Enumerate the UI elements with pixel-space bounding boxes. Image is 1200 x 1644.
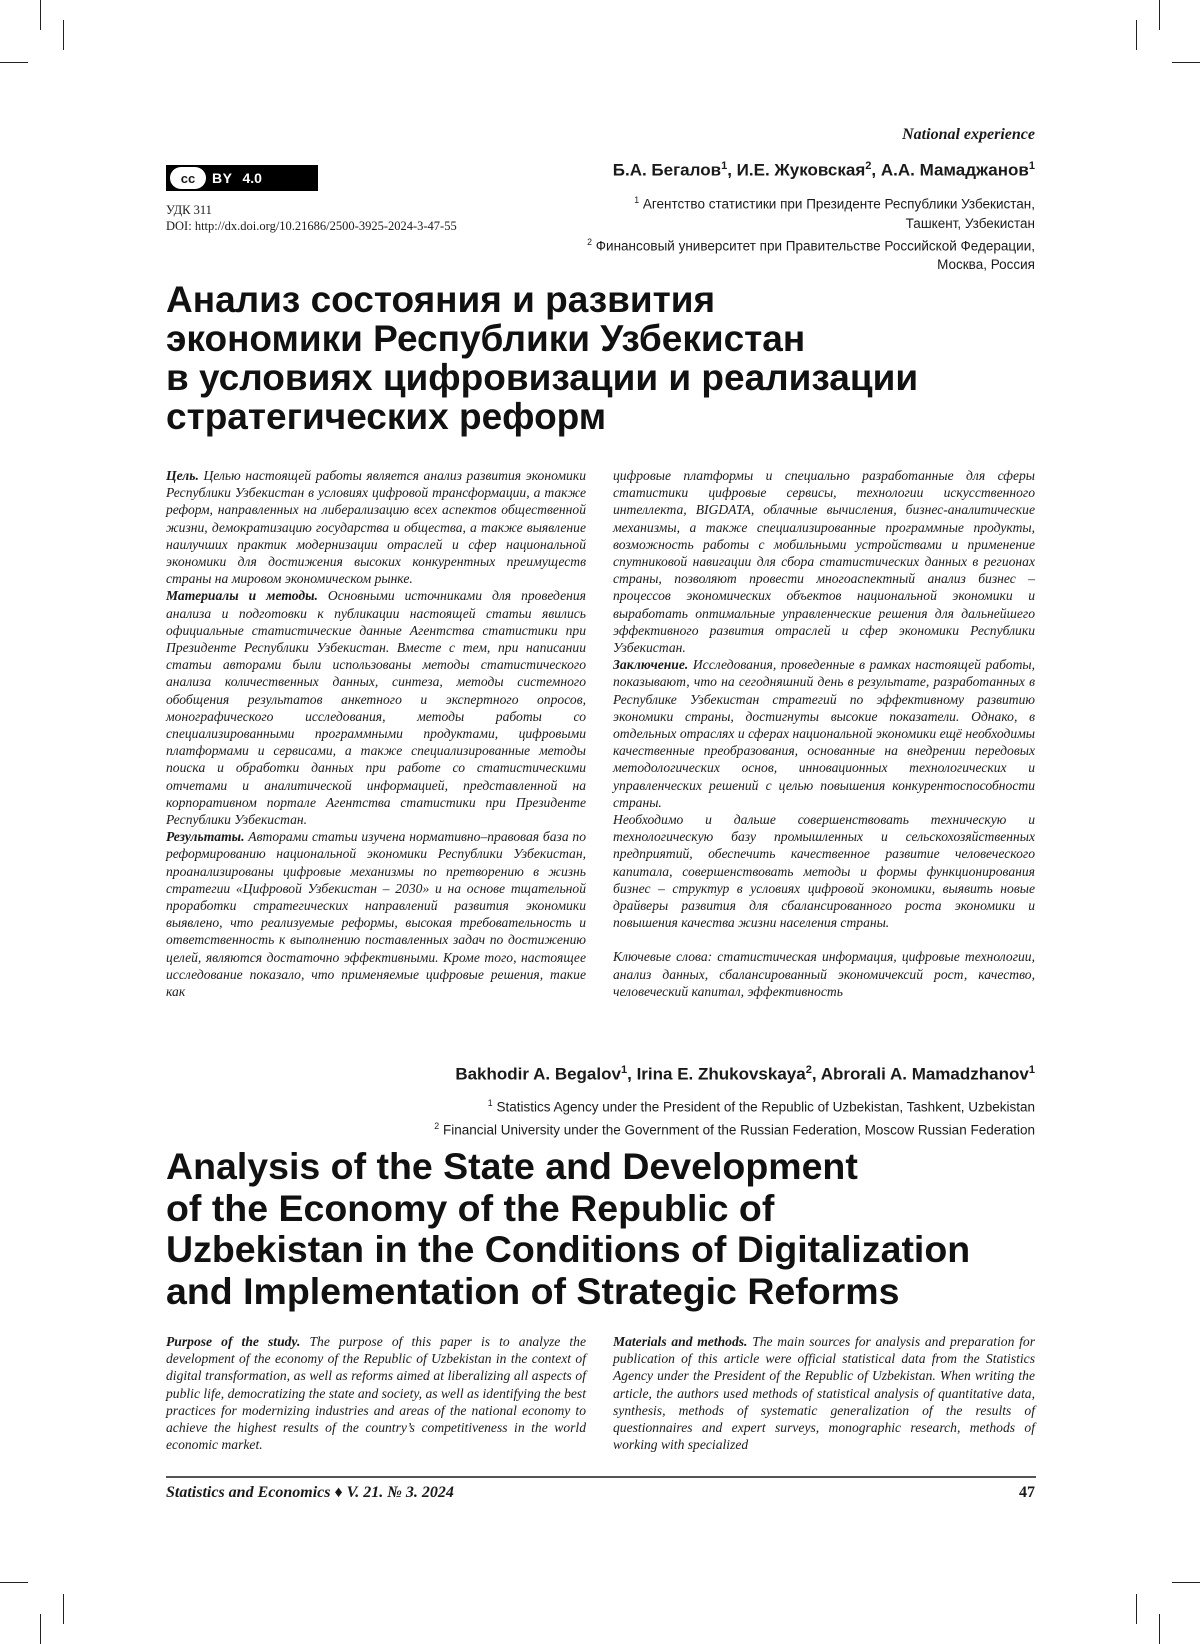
crop-mark: [1172, 62, 1200, 63]
abstract-paragraph: [166, 587, 586, 828]
affiliation-line: [434, 1117, 1035, 1140]
crop-mark: [63, 20, 64, 50]
footer-rule: [166, 1476, 1036, 1478]
title-line: экономики Республики Узбекистан: [166, 318, 806, 359]
abstract-text: цифровые платформы и специально разработанные для сферы статистики цифровые сервисы, технологии искусственного интеллекта, BIGDATA, облачные вычисления, бизнес-аналитические механизмы, а также специализированные программные продукты, возможность работы с мобильными устройствами и применение спутниковой навигации для сбора статистических данных в регионах страны, позволяют провести многоаспектный анализ бизнес – процессов экономических объектов национальной экономики и выработать оптимальные управленческие решения для дальнейшего эффективного развития отраслей и сфер экономики Республики Узбекистан.: [613, 468, 1035, 656]
title-en: [166, 1146, 970, 1312]
affiliation-line: [587, 255, 1035, 274]
abstract-text: Исследования, проведенные в рамках настоящей работы, показывают, что на сегодняшний день в результате, разработанных в Республике Узбекистан стратегий по эффективному развитию экономики страны, достигнуты высокие показатели. Однако, в отдельных отраслях и сферах национальной экономики ещё необходимы качественные преобразования, основанные на внедрении передовых методологических основ, инновационных технологических и управленческих решений с целью повышения конкурентоспособности страны.: [613, 657, 1035, 810]
author-name: А.А. Мамаджанов: [880, 160, 1029, 180]
abstract-ru-right: [613, 467, 1035, 1000]
article-meta: [166, 202, 457, 234]
crop-mark: [1159, 1614, 1160, 1644]
abstract-paragraph: [166, 828, 586, 1000]
abstract-text: The purpose of this paper is to analyze the development of the economy of the Republic of Uzbekistan in the context of digital transformation, as well as reforms aimed at liberalizing all aspects of public life, democratizing the state and society, as well as identifying the best practices for modernizing industries and areas of the national economy to achieve the highest results of the country’s competitiveness in the world economic market.: [166, 1334, 587, 1453]
crop-mark: [40, 1614, 41, 1644]
abstract-paragraph: [166, 467, 586, 587]
journal-footer: Statistics and Economics ♦ V. 21. № 3. 2024: [166, 1484, 454, 1501]
author-affiliation-mark: 1: [721, 160, 728, 172]
abstract-text: The main sources for analysis and preparation for publication of this article were official statistical data from the Statistics Agency under the President of the Republic of Uzbekistan. When writing the article, the authors used methods of statistical analysis of quantitative data, synthesis, methods of systematic generalization of the results of questionnaires and expert surveys, monographic research, methods of working with specialized: [613, 1334, 1035, 1453]
abstract-en-right: [613, 1333, 1035, 1453]
abstract-text: Необходимо и дальше совершенствовать техническую и технологическую базу промышленных и сельскохозяйственных предприятий, обеспечить качественное развитие человеческого капитала, совершенствовать методы и формы функционирования бизнес – структур в условиях цифровой экономики, выявить новые драйверы развития для сбалансированного роста экономики и повышения качества жизни населения страны.: [613, 812, 1035, 931]
author-name: Б.А. Бегалов: [612, 160, 722, 180]
title-line: of the Economy of the Republic of: [166, 1186, 775, 1229]
abstract-section-label: Materials and methods.: [613, 1334, 748, 1349]
abstract-en-left: [166, 1333, 586, 1453]
title-line: Анализ состояния и развития: [166, 279, 716, 320]
abstract-section-label: Цель.: [166, 468, 199, 483]
affiliation-mark: 1: [634, 195, 640, 205]
abstract-section-label: Заключение.: [613, 657, 689, 673]
section-header: National experience: [902, 126, 1035, 143]
author-affiliation-mark: 2: [865, 160, 872, 172]
abstract-paragraph: [613, 811, 1035, 931]
title-line: Analysis of the State and Development: [166, 1145, 858, 1187]
abstract-paragraph: [166, 1333, 586, 1453]
author-name: Abrorali A. Mamadzhanov: [820, 1064, 1029, 1084]
abstract-section-label: Материалы и методы.: [166, 588, 318, 604]
authors-en: [455, 1064, 1035, 1085]
author-affiliation-mark: 1: [620, 1064, 628, 1076]
keywords: Ключевые слова: статистическая информация, цифровые технологии, анализ данных, сбалансированный экономичексий рост, качество, человеческий капитал, эффективность: [613, 949, 1035, 999]
affiliation-line: [587, 233, 1035, 256]
affiliation-text: Ташкент, Узбекистан: [905, 215, 1035, 231]
crop-mark: [1172, 1582, 1200, 1583]
abstract-paragraph: [613, 656, 1035, 811]
title-line: стратегических реформ: [166, 396, 607, 437]
license-badge[interactable]: [166, 165, 318, 191]
author-name: Bakhodir A. Begalov: [455, 1064, 621, 1084]
author-separator: ,: [627, 1064, 637, 1084]
affiliation-mark: 2: [587, 236, 593, 247]
author-affiliation-mark: 1: [1028, 160, 1035, 172]
crop-mark: [63, 1594, 64, 1624]
affiliation-line: [587, 214, 1035, 233]
author-affiliation-mark: 1: [1028, 1064, 1035, 1076]
crop-mark: [1136, 20, 1137, 50]
title-line: в условиях цифровизации и реализации: [166, 357, 919, 398]
abstract-ru-left: [166, 467, 586, 1000]
author-name: Irina E. Zhukovskaya: [636, 1064, 806, 1084]
crop-mark: [0, 1582, 28, 1583]
affiliations-ru: [587, 191, 1035, 274]
authors-ru: [613, 160, 1035, 181]
crop-mark: [40, 0, 41, 30]
affiliation-line: [434, 1094, 1035, 1117]
udc: УДК 311: [166, 203, 212, 217]
affiliation-mark: 2: [434, 1120, 440, 1131]
affiliation-text: Финансовый университет при Правительстве Российской Федерации,: [595, 238, 1035, 253]
author-separator: ,: [727, 160, 737, 180]
affiliation-text: Агентство статистики при Президенте Республики Узбекистан,: [642, 196, 1035, 212]
abstract-text: Основными источниками для проведения анализа и подготовки к публикации настоящей статьи явились официальные статистические данные Агентства статистики при Президенте Республики Узбекистан. Вместе с тем, при написании статьи авторами были использованы методы статистического анализа количественных данных, синтеза, методы системного обобщения результатов анкетного и экспертного опросов, монографического исследования, методы работы со специализированными программными продуктами, цифровыми платформами и сервисами, а также специализированные методы поиска и обработки данных при работе со статистическими отчетами и аналитической информацией, представленной на корпоративном портале Агентства статистики при Президенте Республики Узбекистан.: [166, 588, 586, 828]
abstract-section-label: Purpose of the study.: [166, 1334, 301, 1349]
affiliation-text: Statistics Agency under the President of the Republic of Uzbekistan, Tashkent, Uzbekistan: [496, 1099, 1035, 1115]
page-number: 47: [1019, 1484, 1035, 1501]
author-name: И.Е. Жуковская: [736, 160, 866, 180]
doi-link[interactable]: DOI: http://dx.doi.org/10.21686/2500-3925-2024-3-47-55: [166, 219, 457, 233]
affiliation-text: Москва, Россия: [937, 257, 1035, 272]
license-version: 4.0: [242, 170, 262, 186]
license-label: BY: [212, 170, 233, 186]
abstract-section-label: Результаты.: [166, 829, 245, 845]
title-line: Uzbekistan in the Conditions of Digitalization: [166, 1228, 971, 1270]
affiliation-line: [587, 191, 1035, 214]
affiliation-text: Financial University under the Government of the Russian Federation, Moscow Russian Federation: [442, 1122, 1035, 1137]
author-separator: ,: [811, 1064, 821, 1084]
crop-mark: [1159, 0, 1160, 30]
abstract-paragraph: [613, 467, 1035, 656]
cc-icon: cc: [170, 167, 206, 189]
affiliations-en: [434, 1094, 1035, 1139]
author-affiliation-mark: 2: [805, 1064, 812, 1076]
abstract-text: Целью настоящей работы является анализ развития экономики Республики Узбекистан в условиях цифровой трансформации, а также реформ, направленных на либерализацию всех аспектов общественной жизни, демократизацию государства и общества, а также выявление наилучших практик модернизации отраслей и сфер национальной экономики для достижения высоких конкурентных преимуществ страны на мировом экономическом рынке.: [166, 468, 586, 587]
abstract-text: Авторами статьи изучена нормативно–правовая база по реформированию национальной экономики Республики Узбекистан, проанализированы цифровые механизмы по претворению в жизнь стратегии «Цифровой Узбекистан – 2030» и на основе тщательной проработки стратегических направлений развития экономики выявлено, что реализуемые реформы, высокая требовательность и ответственность к выполнению поставленных задач по достижению целей, являются достаточно эффективными. Кроме того, настоящее исследование показало, что применяемые цифровые решения, такие как: [166, 829, 586, 1000]
affiliation-mark: 1: [487, 1098, 493, 1108]
abstract-paragraph: [613, 1333, 1035, 1453]
title-ru: [166, 280, 918, 436]
crop-mark: [0, 62, 28, 63]
crop-mark: [1136, 1594, 1137, 1624]
author-separator: ,: [871, 160, 881, 180]
title-line: and Implementation of Strategic Reforms: [166, 1269, 900, 1312]
